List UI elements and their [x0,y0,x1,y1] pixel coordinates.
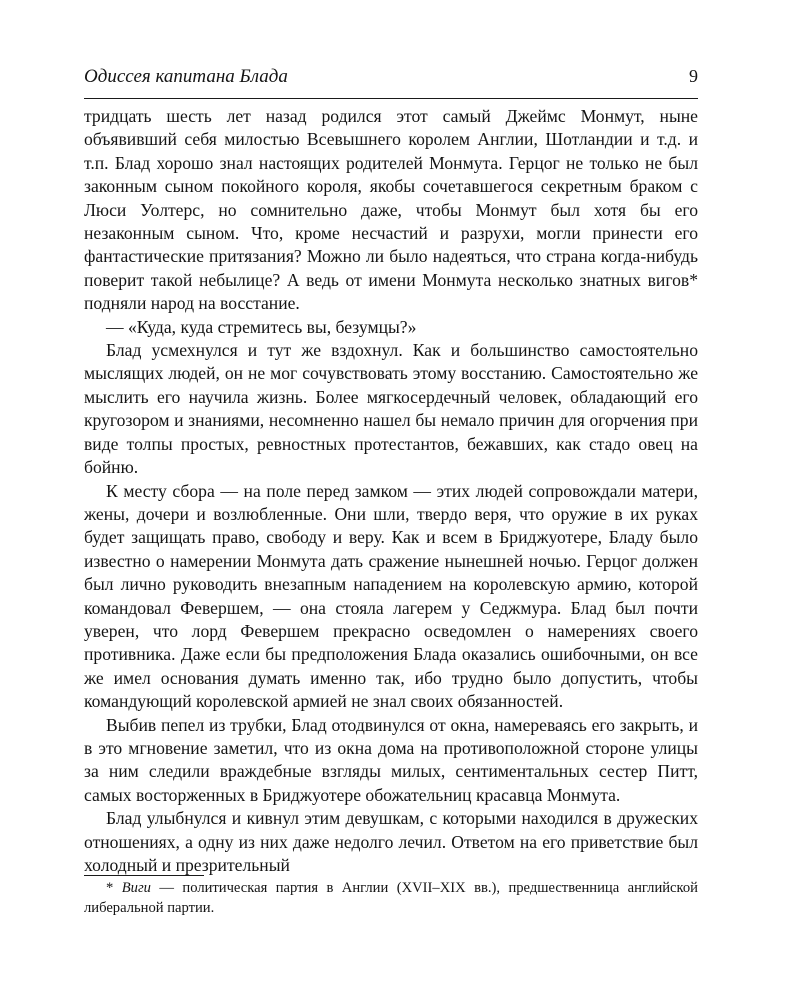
page-number: 9 [689,66,698,86]
book-page [84,66,698,877]
footnote-marker: * [106,880,122,896]
running-head [84,66,698,99]
paragraph: тридцать шесть лет назад родился этот самый Джеймс Монмут, ныне объявивший себя милостью Всевышнего королем Англии, Шотландии и т.д. и т.п. Блад хорошо знал настоящих родителей Монмута. Герцог не только не был законным сыном покойного короля, якобы сочетавшегося секретным браком с Люси Уолтерс, но сомнительно даже, чтобы Монмут был хотя бы его незаконным сыном. Что, кроме несчастий и разрухи, могли принести его фантастические притязания? Можно ли было надеяться, что страна когда-нибудь поверит такой небылице? А ведь от имени Монмута несколько знатных вигов* подняли народ на восстание. [84,106,698,314]
paragraph: — «Куда, куда стремитесь вы, безумцы?» [106,316,417,337]
footnote-text: — политическая партия в Англии (XVII–XIX вв.), предшественница английской либеральной партии. [84,880,698,916]
body-text [84,105,698,877]
footnote-divider [84,875,204,876]
paragraph: К месту сбора — на поле перед замком — этих людей сопровождали матери, жены, дочери и возлюбленные. Они шли, твердо веря, что оружие в их руках будет защищать право, свободу и веру. Как и всем в Бриджуотере, Бладу было известно о намерении Монмута дать сражение нынешней ночью. Герцог должен был лично руководить внезапным нападением на королевскую армию, которой командовал Февершем, — она стояла лагерем у Седжмура. Блад был почти уверен, что лорд Февершем прекрасно осведомлен о намерениях своего противника. Даже если бы предположения Блада оказались ошибочными, он все же имел основания думать именно так, ибо трудно было допустить, чтобы командующий королевской армией не знал своих обязанностей. [84,480,698,712]
paragraph: Блад усмехнулся и тут же вздохнул. Как и большинство самостоятельно мыслящих людей, он не мог сочувствовать этому восстанию. Самостоятельно же мыслить его научила жизнь. Более мягкосердечный человек, обладающий его кругозором и знаниями, несомненно нашел бы немало причин для огорчения при виде толпы простых, ревностных протестантов, бежавших, как стадо овец на бойню. [84,340,698,478]
paragraph: Выбив пепел из трубки, Блад отодвинулся от окна, намереваясь его закрыть, и в это мгновение заметил, что из окна дома на противоположной стороне улицы за ним следили враждебные взгляды милых, сентиментальных сестер Питт, самых восторженных в Бриджуотере обожательниц красавца Монмута. [84,714,698,805]
footnote [84,879,698,918]
book-title: Одиссея капитана Блада [84,66,288,87]
footnote-term: Виги [121,880,151,896]
paragraph: Блад улыбнулся и кивнул этим девушкам, с которыми находился в дружеских отношениях, а одну из них даже недолго лечил. Ответом на его приветствие был холодный и презрительный [84,808,698,875]
